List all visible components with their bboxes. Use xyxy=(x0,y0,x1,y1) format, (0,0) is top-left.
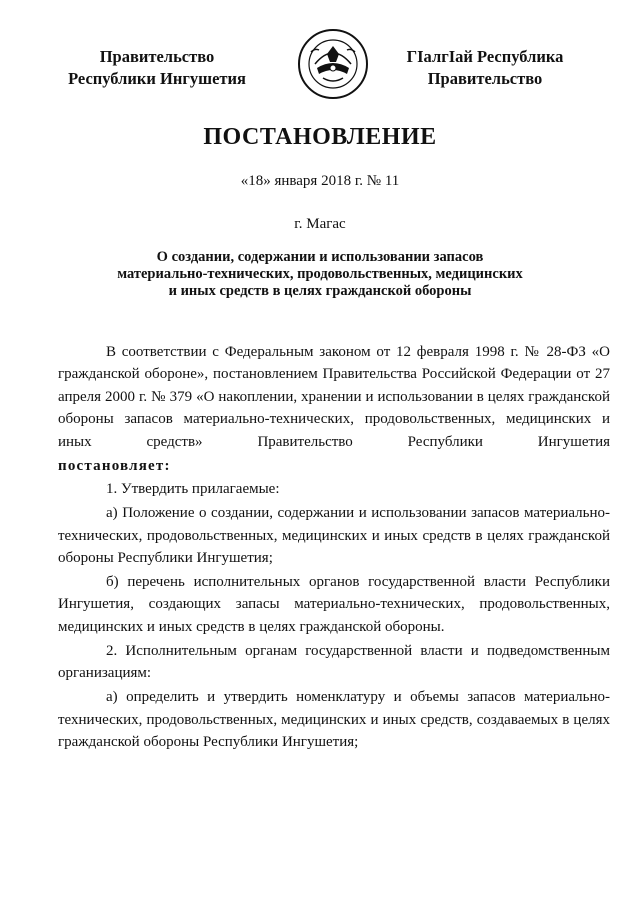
intro-text: В соответствии с Федеральным законом от 12 февраля 1998 г. № 28-ФЗ «О гражданской обороне», постановлением Правительства Российской Федерации от 27 апреля 2000 г. № 379 «О накоплении, хранении и использовании в целях гражданской обороны запасов материально-технических, продовольственных, медицинских и иных средств» Правительство Республики Ингушетия xyxy=(58,344,610,450)
issuer-line: Республики Ингушетия xyxy=(68,69,246,88)
clause-2a: а) определить и утвердить номенклатуру и объемы запасов материально-технических, продовольственных, медицинских и иных средств, создаваемых в целях гражданской обороны Республики Ингушетия; xyxy=(58,689,610,750)
document-body xyxy=(58,341,610,755)
resolve-word: постановляет: xyxy=(58,457,171,474)
issuer-line: Правительство xyxy=(427,69,543,88)
subject-line: и иных средств в целях гражданской обороны xyxy=(168,283,472,299)
clause-1: 1. Утвердить прилагаемые: xyxy=(106,481,280,498)
resolve-paragraph xyxy=(58,455,610,477)
document-type-title: ПОСТАНОВЛЕНИЕ xyxy=(203,124,437,150)
coat-of-arms-emblem xyxy=(297,28,369,100)
clause-1b: б) перечень исполнительных органов государственной власти Республики Ингушетия, создающих запасы материально-технических, продовольственных, медицинских и иных средств в целях гражданской обороны. xyxy=(58,574,610,635)
document-date-number: «18» января 2018 г. № 11 xyxy=(240,173,400,189)
issuer-header-russian xyxy=(42,46,272,90)
intro-paragraph xyxy=(58,341,610,453)
clause-2: 2. Исполнительным органам государственной власти и подведомственным организациям: xyxy=(58,642,610,682)
issuer-line: ГIалгIай Республика xyxy=(406,47,564,66)
document-city: г. Магас xyxy=(294,216,346,232)
document-subject xyxy=(0,249,640,300)
clause-1a: а) Положение о создании, содержании и использовании запасов материально-технических, продовольственных, медицинских и иных средств в целях гражданской обороны Республики Ингушетия; xyxy=(58,505,610,567)
subject-line: О создании, содержании и использовании запасов xyxy=(156,249,484,265)
issuer-line: Правительство xyxy=(99,47,215,66)
subject-line: материально-технических, продовольственных, медицинских xyxy=(117,266,523,282)
issuer-header-ingush xyxy=(370,46,600,90)
